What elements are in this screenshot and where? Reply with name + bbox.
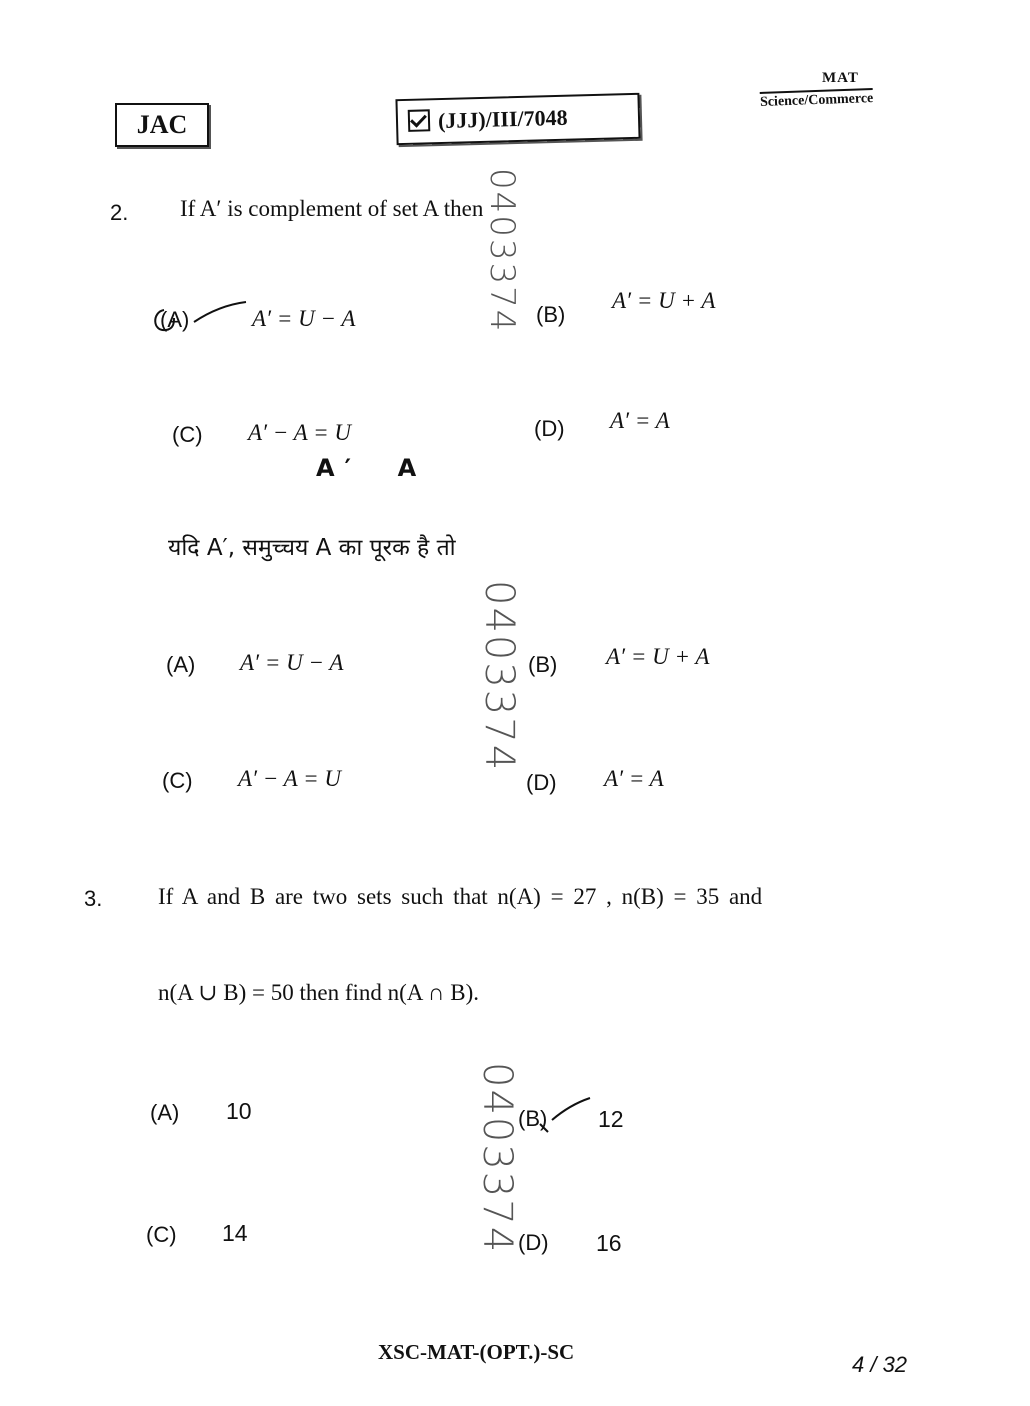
q3-option-d-label: (D) <box>518 1230 549 1255</box>
board-label: JAC <box>136 110 188 139</box>
q2-hindi-option-a-value: A′ = U − A <box>240 650 344 675</box>
q2-hindi-option-c-value: A′ − A = U <box>238 766 341 791</box>
subject-label: MAT <box>822 70 859 86</box>
stamp-number-1: 0403374 <box>482 168 522 334</box>
page-number: 4 / 32 <box>852 1352 908 1377</box>
q3-option-c-value: 14 <box>222 1220 248 1246</box>
q3-line-2: n(A ∪ B) = 50 then find n(A ∩ B). <box>158 980 480 1005</box>
q3-option-a-label: (A) <box>150 1100 180 1125</box>
handwritten-note: A′ A <box>316 454 427 482</box>
tick-mark-icon <box>530 1094 600 1134</box>
q2-hindi-option-d-label: (D) <box>526 770 557 795</box>
q3-option-a-value: 10 <box>226 1098 252 1124</box>
q2-hindi-option-b-value: A′ = U + A <box>606 644 710 669</box>
stream-label: Science/Commerce <box>760 88 874 111</box>
q2-hindi-option-a-label: (A) <box>166 652 196 677</box>
q2-option-a-label: (A) <box>160 307 190 332</box>
paper-code-box <box>395 93 640 145</box>
q3-option-b-value: 12 <box>598 1106 624 1132</box>
q2-text: If A′ is complement of set A then <box>180 196 484 221</box>
stamp-number-3: 0403374 <box>474 1062 520 1255</box>
checkbox-icon <box>408 109 431 132</box>
q2-option-d-value: A′ = A <box>610 408 670 433</box>
q3-option-b-label: (B) <box>518 1106 548 1131</box>
stamp-number-2: 0403374 <box>476 580 522 773</box>
q2-hindi-option-b-label: (B) <box>528 652 558 677</box>
q2-option-a-value: A′ = U − A <box>252 306 356 331</box>
q2-number: 2. <box>110 200 129 225</box>
board-box <box>115 103 209 147</box>
paper-code: (JJJ)/III/7048 <box>437 104 568 134</box>
q2-hindi-option-c-label: (C) <box>162 768 193 793</box>
footer-code: XSC-MAT-(OPT.)-SC <box>378 1340 575 1364</box>
q2-option-b-value: A′ = U + A <box>612 288 716 313</box>
q2-option-d-label: (D) <box>534 416 565 441</box>
q2-option-c-label: (C) <box>172 422 203 447</box>
q2-hindi-option-d-value: A′ = A <box>604 766 664 791</box>
q2-option-b-label: (B) <box>536 302 566 327</box>
q3-line-1: If A and B are two sets such that n(A) = 27 , n(B) = 35 and <box>158 884 763 909</box>
q3-option-d-value: 16 <box>596 1230 622 1256</box>
q3-option-c-label: (C) <box>146 1222 177 1247</box>
tick-mark-icon <box>150 296 250 336</box>
q2-hindi-text: यदि A′, समुच्चय A का पूरक है तो <box>168 535 456 561</box>
q2-option-c-value: A′ − A = U <box>248 420 351 445</box>
q3-number: 3. <box>84 886 103 911</box>
